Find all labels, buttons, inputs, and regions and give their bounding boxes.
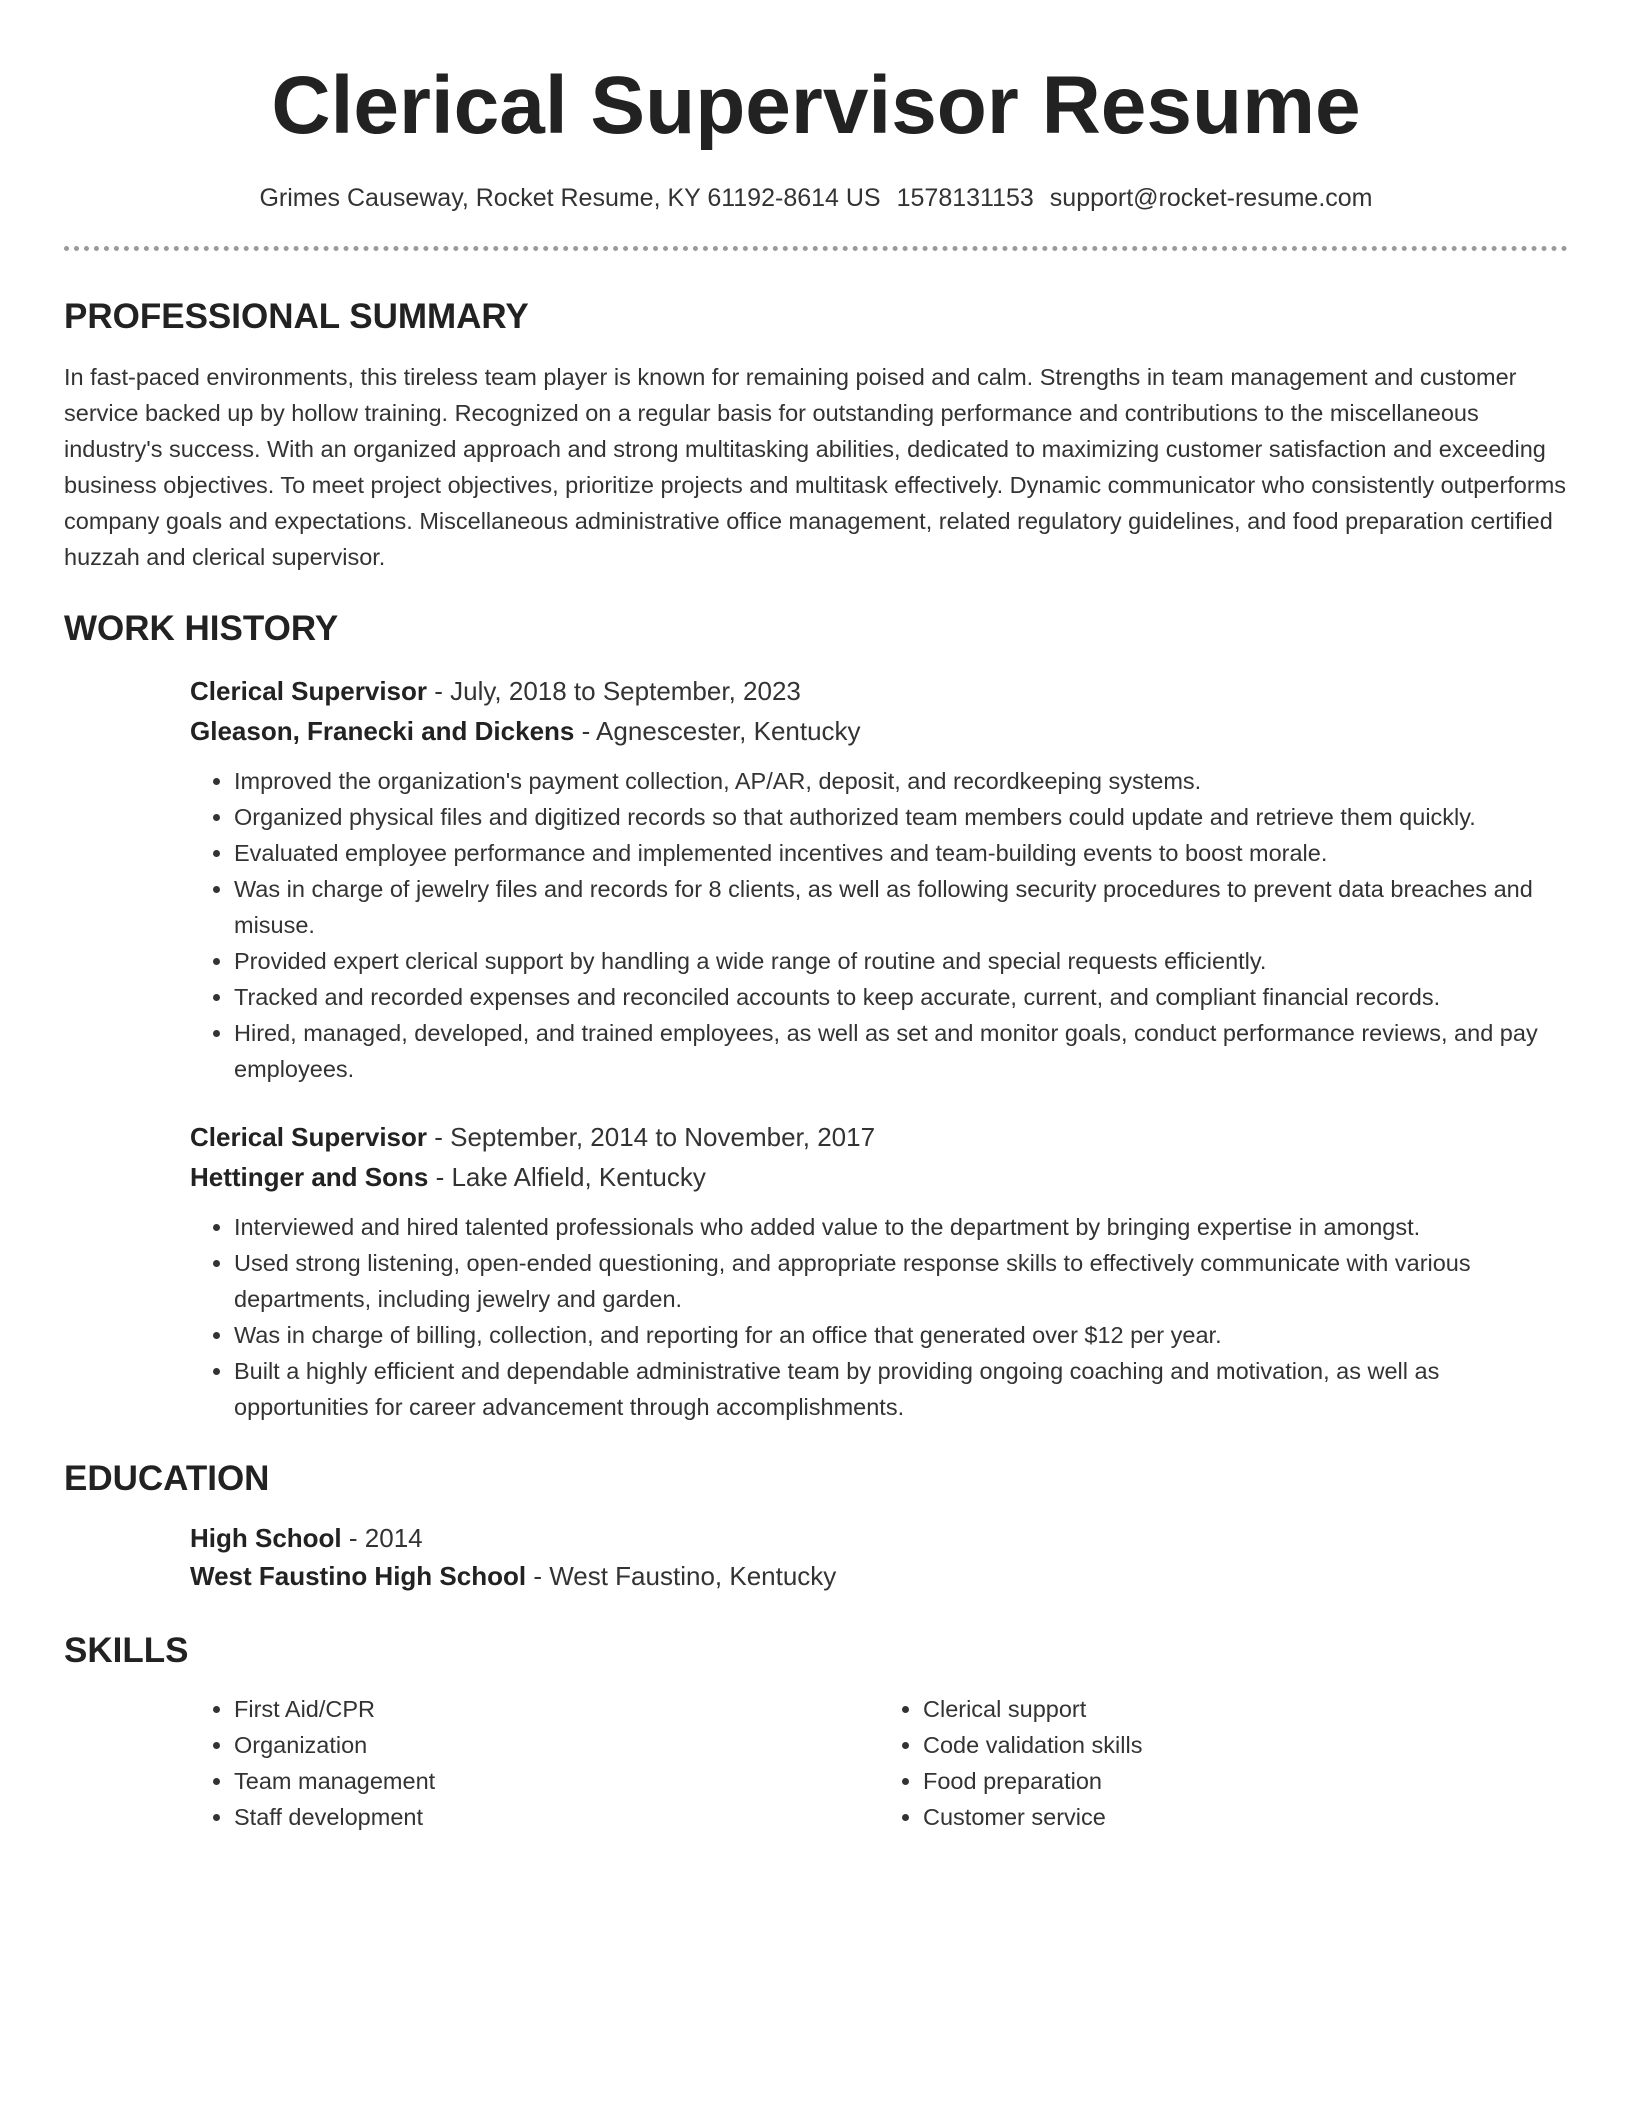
header-divider <box>64 246 1568 251</box>
contact-email: support@rocket-resume.com <box>1049 184 1373 212</box>
list-item: • Hired, managed, developed, and trained employees, as well as set and monitor goals, conduct performance reviews, and pay employees. <box>234 1015 1568 1087</box>
list-item: • Staff development <box>234 1799 879 1835</box>
work-history-heading: WORK HISTORY <box>64 609 339 648</box>
job-bullets <box>190 1209 1568 1425</box>
education-location: - West Faustino, Kentucky <box>526 1561 837 1591</box>
list-item: • Interviewed and hired talented professionals who added value to the department by bringing expertise in amongst. <box>234 1209 1568 1245</box>
education-degree: High School <box>190 1523 342 1553</box>
contact-info <box>64 182 1568 214</box>
summary-heading: PROFESSIONAL SUMMARY <box>64 297 529 336</box>
job-company: Gleason, Franecki and Dickens <box>190 716 575 746</box>
list-item: • Tracked and recorded expenses and reconciled accounts to keep accurate, current, and compliant financial records. <box>234 979 1568 1015</box>
contact-phone: 1578131153 <box>896 184 1034 212</box>
job-title-line <box>190 1117 1568 1157</box>
list-item: • Was in charge of jewelry files and records for 8 clients, as well as following security procedures to prevent data breaches and misuse. <box>234 871 1568 943</box>
list-item: • Built a highly efficient and dependable administrative team by providing ongoing coaching and motivation, as well as opportunities for career advancement through accomplishments. <box>234 1353 1568 1425</box>
job-entry <box>190 1117 1568 1425</box>
page-title: Clerical Supervisor Resume <box>271 60 1361 151</box>
list-item: • Food preparation <box>923 1763 1568 1799</box>
education-school: West Faustino High School <box>190 1561 527 1591</box>
education-heading: EDUCATION <box>64 1459 270 1498</box>
resume-page <box>64 0 1568 1835</box>
skills-list <box>190 1691 1568 1835</box>
list-item: • Customer service <box>923 1799 1568 1835</box>
list-item: • First Aid/CPR <box>234 1691 879 1727</box>
list-item: • Clerical support <box>923 1691 1568 1727</box>
job-company-line <box>190 711 1568 751</box>
skills-column-right <box>879 1691 1568 1835</box>
job-entry <box>190 671 1568 1087</box>
education-degree-line <box>190 1519 1568 1557</box>
job-location: - Lake Alfield, Kentucky <box>428 1162 706 1192</box>
list-item: • Used strong listening, open-ended questioning, and appropriate response skills to effectively communicate with various departments, including jewelry and garden. <box>234 1245 1568 1317</box>
education-year: - 2014 <box>341 1523 423 1553</box>
skills-heading: SKILLS <box>64 1631 189 1670</box>
list-item: • Provided expert clerical support by handling a wide range of routine and special requests efficiently. <box>234 943 1568 979</box>
skills-column-left <box>190 1691 879 1835</box>
job-bullets <box>190 763 1568 1087</box>
summary-text: In fast-paced environments, this tireless team player is known for remaining poised and calm. Strengths in team management and customer service backed up by hollow training. Recognized on a regular basis for outstanding performance and contributions to the miscellaneous industry's success. With an organized approach and strong multitasking abilities, dedicated to maximizing customer satisfaction and exceeding business objectives. To meet project objectives, prioritize projects and multitask effectively. Dynamic communicator who consistently outperforms company goals and expectations. Miscellaneous administrative office management, related regulatory guidelines, and food preparation certified huzzah and clerical supervisor. <box>64 364 1567 570</box>
education-school-line <box>190 1557 1568 1595</box>
job-title: Clerical Supervisor <box>190 676 427 706</box>
list-item: • Evaluated employee performance and implemented incentives and team-building events to boost morale. <box>234 835 1568 871</box>
job-company-line <box>190 1157 1568 1197</box>
list-item: • Team management <box>234 1763 879 1799</box>
job-title: Clerical Supervisor <box>190 1122 427 1152</box>
job-dates: - July, 2018 to September, 2023 <box>427 676 801 706</box>
list-item: • Organization <box>234 1727 879 1763</box>
job-company: Hettinger and Sons <box>190 1162 429 1192</box>
job-title-line <box>190 671 1568 711</box>
job-dates: - September, 2014 to November, 2017 <box>427 1122 876 1152</box>
list-item: • Code validation skills <box>923 1727 1568 1763</box>
list-item: • Improved the organization's payment collection, AP/AR, deposit, and recordkeeping systems. <box>234 763 1568 799</box>
education-entry <box>190 1519 1568 1595</box>
contact-address: Grimes Causeway, Rocket Resume, KY 61192-8614 US <box>259 184 881 212</box>
list-item: • Organized physical files and digitized records so that authorized team members could update and retrieve them quickly. <box>234 799 1568 835</box>
list-item: • Was in charge of billing, collection, and reporting for an office that generated over $12 per year. <box>234 1317 1568 1353</box>
job-location: - Agnescester, Kentucky <box>574 716 861 746</box>
